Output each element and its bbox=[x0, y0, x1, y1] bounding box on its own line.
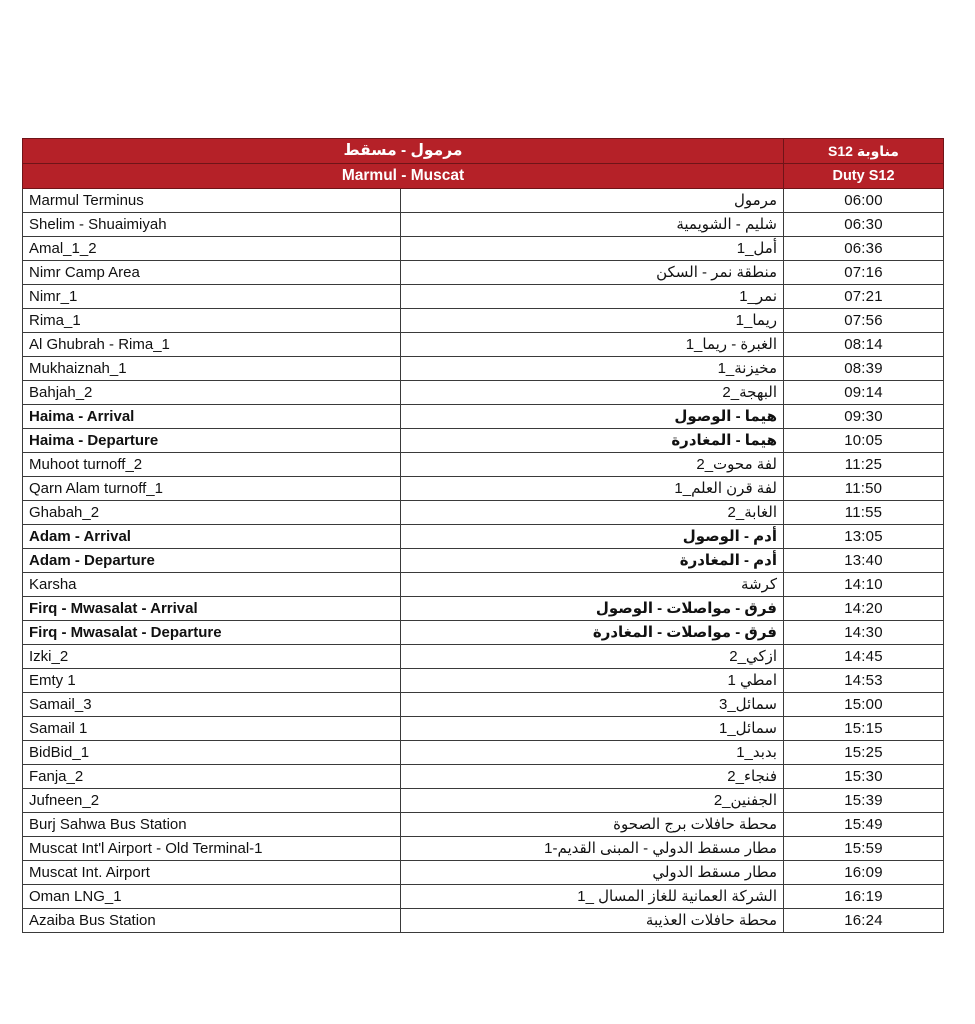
stop-name-english: Burj Sahwa Bus Station bbox=[23, 813, 401, 837]
table-row bbox=[23, 765, 944, 789]
table-row bbox=[23, 573, 944, 597]
stop-name-english: Adam - Departure bbox=[23, 549, 401, 573]
departure-time: 15:15 bbox=[784, 717, 944, 741]
stop-name-arabic: محطة حافلات العذيبة bbox=[401, 909, 784, 933]
stop-name-arabic: بدبد_1 bbox=[401, 741, 784, 765]
departure-time: 14:30 bbox=[784, 621, 944, 645]
table-row bbox=[23, 189, 944, 213]
table-row bbox=[23, 717, 944, 741]
stop-name-english: Mukhaiznah_1 bbox=[23, 357, 401, 381]
header-row-arabic bbox=[23, 139, 944, 164]
table-row bbox=[23, 309, 944, 333]
departure-time: 14:45 bbox=[784, 645, 944, 669]
stop-name-english: Shelim - Shuaimiyah bbox=[23, 213, 401, 237]
departure-time: 13:40 bbox=[784, 549, 944, 573]
table-row bbox=[23, 525, 944, 549]
stop-name-english: Firq - Mwasalat - Departure bbox=[23, 621, 401, 645]
stop-name-english: Izki_2 bbox=[23, 645, 401, 669]
stop-name-english: Rima_1 bbox=[23, 309, 401, 333]
table-row bbox=[23, 333, 944, 357]
stop-name-english: Haima - Departure bbox=[23, 429, 401, 453]
departure-time: 14:53 bbox=[784, 669, 944, 693]
stop-name-english: Bahjah_2 bbox=[23, 381, 401, 405]
departure-time: 15:39 bbox=[784, 789, 944, 813]
stop-name-english: Fanja_2 bbox=[23, 765, 401, 789]
duty-label-english: Duty S12 bbox=[784, 164, 944, 189]
stop-name-english: Samail 1 bbox=[23, 717, 401, 741]
stop-name-english: Firq - Mwasalat - Arrival bbox=[23, 597, 401, 621]
table-row bbox=[23, 429, 944, 453]
table-row bbox=[23, 285, 944, 309]
stop-name-arabic: فرق - مواصلات - الوصول bbox=[401, 597, 784, 621]
stop-name-arabic: محطة حافلات برج الصحوة bbox=[401, 813, 784, 837]
table-row bbox=[23, 597, 944, 621]
route-title-arabic: مرمول - مسقط bbox=[23, 139, 784, 164]
table-header bbox=[23, 139, 944, 189]
stop-name-arabic: فرق - مواصلات - المغادرة bbox=[401, 621, 784, 645]
stop-name-arabic: الجفنين_2 bbox=[401, 789, 784, 813]
departure-time: 16:24 bbox=[784, 909, 944, 933]
stop-name-arabic: سمائل_1 bbox=[401, 717, 784, 741]
stop-name-arabic: أدم - الوصول bbox=[401, 525, 784, 549]
stop-name-english: Samail_3 bbox=[23, 693, 401, 717]
departure-time: 08:14 bbox=[784, 333, 944, 357]
departure-time: 06:00 bbox=[784, 189, 944, 213]
departure-time: 07:21 bbox=[784, 285, 944, 309]
departure-time: 09:30 bbox=[784, 405, 944, 429]
stop-name-arabic: كرشة bbox=[401, 573, 784, 597]
stop-name-arabic: منطقة نمر - السكن bbox=[401, 261, 784, 285]
table-row bbox=[23, 357, 944, 381]
departure-time: 14:20 bbox=[784, 597, 944, 621]
stop-name-english: Nimr Camp Area bbox=[23, 261, 401, 285]
table-row bbox=[23, 837, 944, 861]
departure-time: 15:00 bbox=[784, 693, 944, 717]
bus-schedule-table bbox=[22, 138, 944, 933]
header-row-english bbox=[23, 164, 944, 189]
stop-name-english: Karsha bbox=[23, 573, 401, 597]
stop-name-english: Qarn Alam turnoff_1 bbox=[23, 477, 401, 501]
stop-name-arabic: لفة قرن العلم_1 bbox=[401, 477, 784, 501]
stop-name-arabic: شليم - الشويمية bbox=[401, 213, 784, 237]
stop-name-english: Haima - Arrival bbox=[23, 405, 401, 429]
departure-time: 11:50 bbox=[784, 477, 944, 501]
stop-name-arabic: سمائل_3 bbox=[401, 693, 784, 717]
stop-name-arabic: أمل_1 bbox=[401, 237, 784, 261]
timetable-container bbox=[22, 138, 943, 933]
departure-time: 07:16 bbox=[784, 261, 944, 285]
stop-name-english: Ghabah_2 bbox=[23, 501, 401, 525]
stop-name-english: Muhoot turnoff_2 bbox=[23, 453, 401, 477]
stop-name-arabic: ازكي_2 bbox=[401, 645, 784, 669]
stop-name-english: Amal_1_2 bbox=[23, 237, 401, 261]
stop-name-english: Adam - Arrival bbox=[23, 525, 401, 549]
stop-name-arabic: مخيزنة_1 bbox=[401, 357, 784, 381]
table-row bbox=[23, 453, 944, 477]
table-row bbox=[23, 909, 944, 933]
table-row bbox=[23, 213, 944, 237]
stop-name-arabic: هيما - المغادرة bbox=[401, 429, 784, 453]
departure-time: 08:39 bbox=[784, 357, 944, 381]
table-row bbox=[23, 885, 944, 909]
stop-name-english: Muscat Int. Airport bbox=[23, 861, 401, 885]
stop-name-english: Marmul Terminus bbox=[23, 189, 401, 213]
departure-time: 16:19 bbox=[784, 885, 944, 909]
stop-name-arabic: امطي 1 bbox=[401, 669, 784, 693]
stop-name-arabic: فنجاء_2 bbox=[401, 765, 784, 789]
departure-time: 09:14 bbox=[784, 381, 944, 405]
table-row bbox=[23, 549, 944, 573]
stop-name-arabic: ريما_1 bbox=[401, 309, 784, 333]
table-row bbox=[23, 477, 944, 501]
departure-time: 15:49 bbox=[784, 813, 944, 837]
table-row bbox=[23, 645, 944, 669]
stop-name-arabic: نمر_1 bbox=[401, 285, 784, 309]
departure-time: 16:09 bbox=[784, 861, 944, 885]
stop-name-arabic: هيما - الوصول bbox=[401, 405, 784, 429]
stop-name-english: Jufneen_2 bbox=[23, 789, 401, 813]
stop-name-english: Azaiba Bus Station bbox=[23, 909, 401, 933]
table-row bbox=[23, 693, 944, 717]
stop-name-arabic: أدم - المغادرة bbox=[401, 549, 784, 573]
departure-time: 07:56 bbox=[784, 309, 944, 333]
departure-time: 15:59 bbox=[784, 837, 944, 861]
table-row bbox=[23, 669, 944, 693]
table-row bbox=[23, 501, 944, 525]
departure-time: 15:30 bbox=[784, 765, 944, 789]
stop-name-arabic: الغبرة - ريما_1 bbox=[401, 333, 784, 357]
route-title-english: Marmul - Muscat bbox=[23, 164, 784, 189]
stop-name-english: Oman LNG_1 bbox=[23, 885, 401, 909]
departure-time: 11:25 bbox=[784, 453, 944, 477]
stop-name-arabic: البهجة_2 bbox=[401, 381, 784, 405]
departure-time: 10:05 bbox=[784, 429, 944, 453]
stop-name-arabic: الشركة العمانية للغاز المسال _1 bbox=[401, 885, 784, 909]
stop-name-english: Al Ghubrah - Rima_1 bbox=[23, 333, 401, 357]
table-row bbox=[23, 621, 944, 645]
stop-name-arabic: مطار مسقط الدولي bbox=[401, 861, 784, 885]
departure-time: 14:10 bbox=[784, 573, 944, 597]
table-body bbox=[23, 189, 944, 933]
departure-time: 06:30 bbox=[784, 213, 944, 237]
stop-name-arabic: لفة محوت_2 bbox=[401, 453, 784, 477]
table-row bbox=[23, 741, 944, 765]
table-row bbox=[23, 813, 944, 837]
departure-time: 06:36 bbox=[784, 237, 944, 261]
stop-name-arabic: الغابة_2 bbox=[401, 501, 784, 525]
stop-name-english: Nimr_1 bbox=[23, 285, 401, 309]
duty-label-arabic: مناوبة S12 bbox=[784, 139, 944, 164]
table-row bbox=[23, 789, 944, 813]
departure-time: 13:05 bbox=[784, 525, 944, 549]
departure-time: 11:55 bbox=[784, 501, 944, 525]
table-row bbox=[23, 261, 944, 285]
stop-name-english: Muscat Int'l Airport - Old Terminal-1 bbox=[23, 837, 401, 861]
stop-name-arabic: مطار مسقط الدولي - المبنى القديم-1 bbox=[401, 837, 784, 861]
stop-name-english: Emty 1 bbox=[23, 669, 401, 693]
stop-name-arabic: مرمول bbox=[401, 189, 784, 213]
table-row bbox=[23, 861, 944, 885]
departure-time: 15:25 bbox=[784, 741, 944, 765]
table-row bbox=[23, 381, 944, 405]
table-row bbox=[23, 405, 944, 429]
table-row bbox=[23, 237, 944, 261]
stop-name-english: BidBid_1 bbox=[23, 741, 401, 765]
